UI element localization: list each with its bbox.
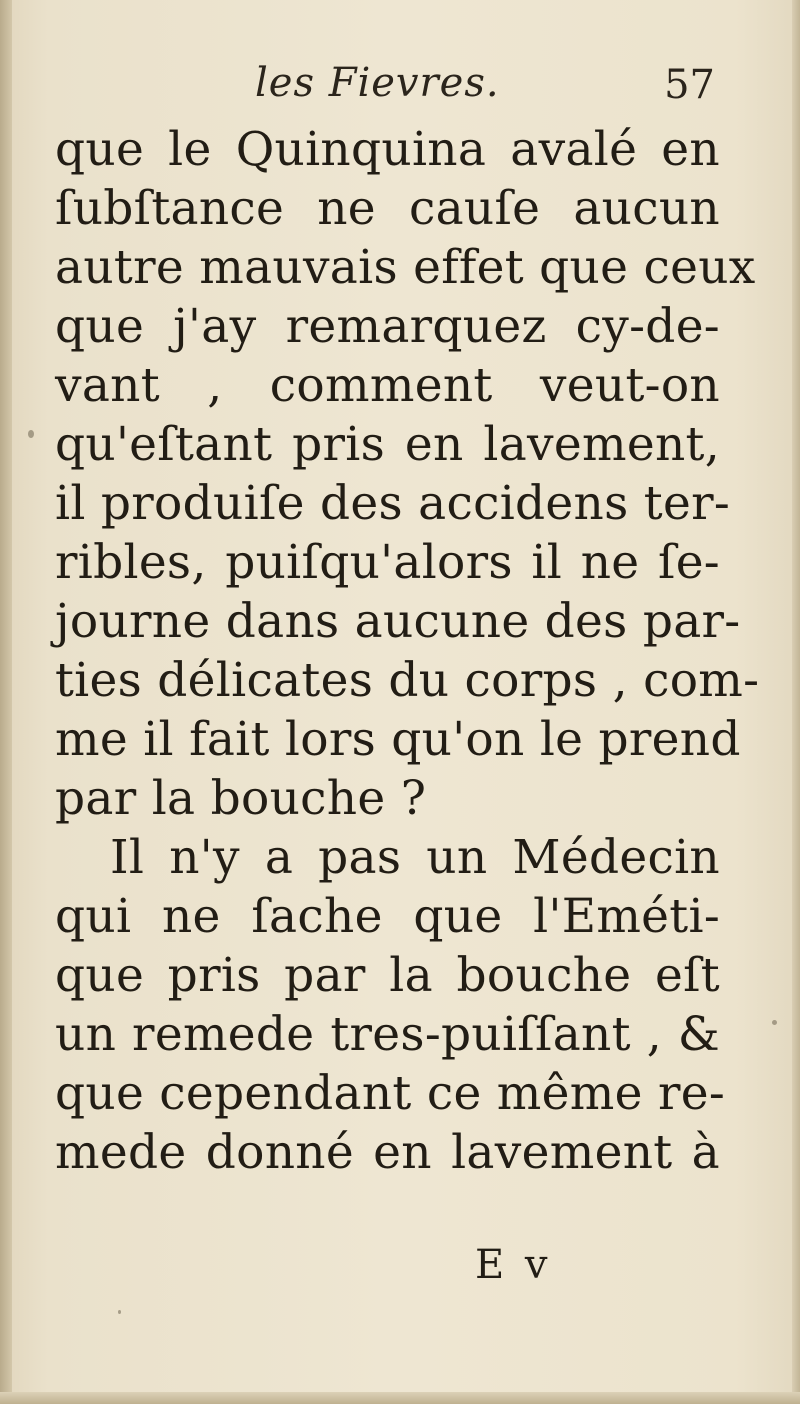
running-head	[55, 60, 715, 120]
ink-speck	[772, 1020, 777, 1025]
text-line: par la bouche ?	[55, 771, 427, 826]
signature-mark: E v	[475, 1242, 552, 1288]
text-line: que cependant ce même re-	[55, 1066, 726, 1121]
text-line: que le Quinquina avalé en	[55, 122, 720, 177]
text-line: ſubſtance ne cauſe aucun	[55, 181, 720, 236]
text-line: que pris par la bouche eſt	[55, 948, 720, 1003]
text-line: qu'eſtant pris en lavement,	[55, 417, 720, 472]
text-line: vant , comment veut-on	[55, 358, 720, 413]
page-gutter	[0, 0, 12, 1404]
text-line: me il fait lors qu'on le prend	[55, 712, 741, 767]
paragraph-start-line: Il n'y a pas un Médecin	[110, 830, 720, 885]
signature-line	[55, 1242, 720, 1302]
page-bottom-edge	[0, 1392, 800, 1404]
text-line: qui ne ſache que l'Eméti-	[55, 889, 720, 944]
page-edge	[792, 0, 800, 1404]
text-line: ties délicates du corps , com-	[55, 653, 760, 708]
text-line: un remede tres-puiſſant , &	[55, 1007, 720, 1062]
running-title: les Fievres.	[255, 60, 500, 106]
text-line: journe dans aucune des par-	[55, 594, 741, 649]
text-line: que j'ay remarquez cy-de-	[55, 299, 720, 354]
text-line: mede donné en lavement à	[55, 1125, 720, 1180]
text-line: autre mauvais effet que ceux	[55, 240, 756, 295]
ink-speck	[118, 1310, 121, 1314]
body-text	[55, 120, 760, 1182]
text-line: il produiſe des accidens ter-	[55, 476, 731, 531]
page-number: 57	[664, 62, 715, 108]
ink-speck	[28, 430, 34, 438]
text-line: ribles, puiſqu'alors il ne ſe-	[55, 535, 720, 590]
